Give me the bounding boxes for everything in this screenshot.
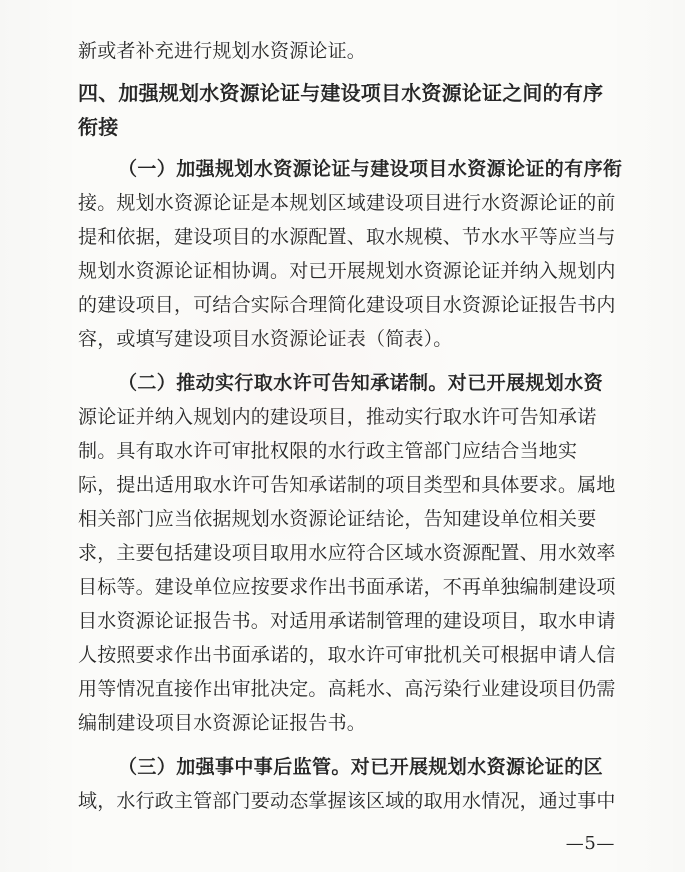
paragraph-two-line-5: 相关部门应当依据规划水资源论证结论，告知建设单位相关要 — [78, 508, 597, 530]
paragraph-two-title-line: （二）推动实行取水许可告知承诺制。对已开展规划水资 — [118, 372, 604, 394]
paragraph-two-line-10: 用等情况直接作出审批决定。高耗水、高污染行业建设项目仍需 — [78, 678, 616, 700]
paragraph-two-line-6: 求，主要包括建设项目取用水应符合区域水资源配置、用水效率 — [78, 542, 616, 564]
paragraph-one-line-3: 提和依据，建设项目的水源配置、取水规模、节水水平等应当与 — [78, 226, 616, 248]
paragraph-two-line-2: 源论证并纳入规划内的建设项目，推动实行取水许可告知承诺 — [78, 406, 597, 428]
paragraph-one-line-6: 容，或填写建设项目水资源论证表（简表）。 — [78, 328, 453, 350]
spacer — [78, 68, 623, 76]
paragraph-one-title-line: （一）加强规划水资源论证与建设项目水资源论证的有序衔 — [118, 158, 623, 180]
paragraph-one-line-5: 的建设项目，可结合实际合理简化建设项目水资源论证报告书内 — [78, 294, 616, 316]
spacer — [78, 144, 623, 152]
paragraph-two-line-8: 目水资源论证报告书。对适用承诺制管理的建设项目，取水申请 — [78, 610, 616, 632]
paragraph-two-line-9: 人按照要求作出书面承诺的，取水许可审批机关可根据申请人信 — [78, 644, 616, 666]
spacer — [78, 740, 623, 750]
paragraph-three-title-line: （三）加强事中事后监管。对已开展规划水资源论证的区 — [118, 756, 604, 778]
section-heading-line-1: 四、加强规划水资源论证与建设项目水资源论证之间的有序 — [78, 81, 604, 105]
paragraph-two-line-11: 编制建设项目水资源论证报告书。 — [78, 712, 367, 734]
spacer — [78, 356, 623, 366]
paragraph-one-line-4: 规划水资源论证相协调。对已开展规划水资源论证并纳入规划内 — [78, 260, 616, 282]
paragraph-three-line-2: 域，水行政主管部门要动态掌握该区域的取用水情况，通过事中 — [78, 790, 616, 812]
section-heading-line-2: 衔接 — [78, 115, 119, 139]
paragraph-two-line-7: 目标等。建设单位应按要求作出书面承诺，不再单独编制建设项 — [78, 576, 616, 598]
paragraph-one-line-2: 接。规划水资源论证是本规划区域建设项目进行水资源论证的前 — [78, 192, 616, 214]
page-number: —5— — [565, 833, 615, 854]
paragraph-two-line-4: 际，提出适用取水许可告知承诺制的项目类型和具体要求。属地 — [78, 474, 616, 496]
paragraph-two-line-3: 制。具有取水许可审批权限的水行政主管部门应结合当地实 — [78, 440, 578, 462]
body-line-1: 新或者补充进行规划水资源论证。 — [78, 40, 367, 62]
